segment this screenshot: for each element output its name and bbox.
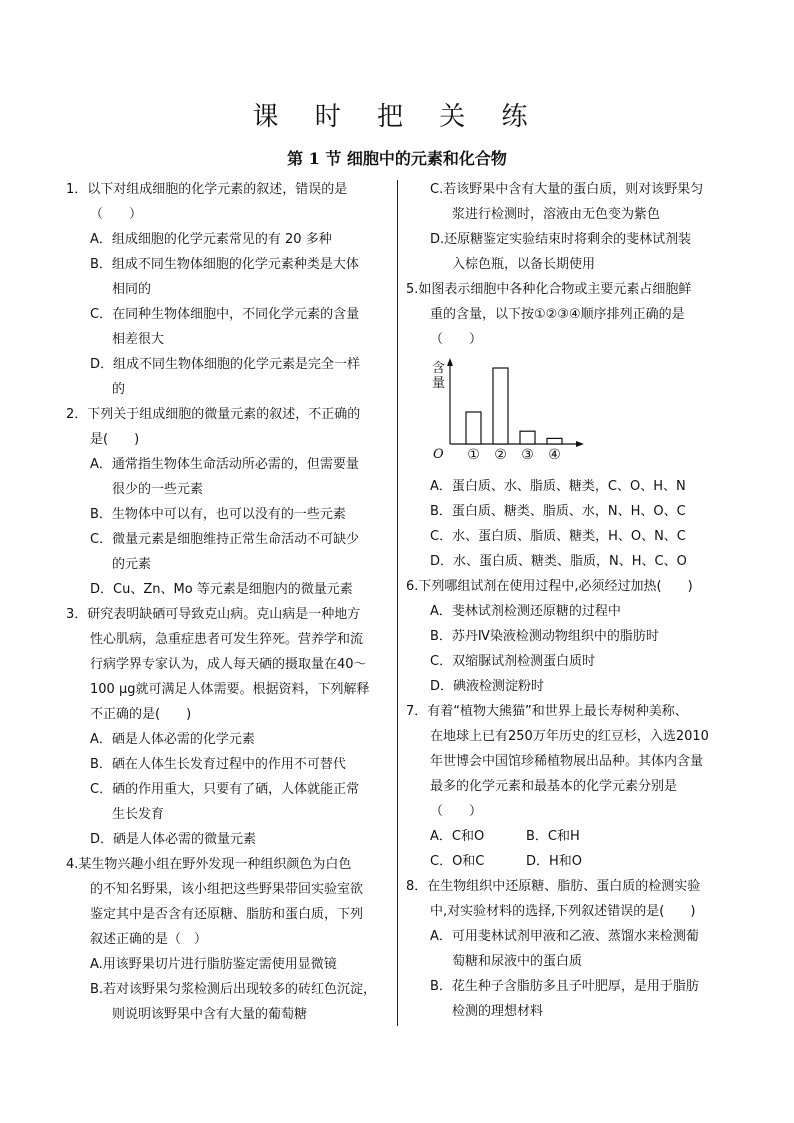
q8-option-b-cont: 检测的理想材料 [452,1004,544,1019]
q3-option-c-cont: 生长发育 [112,807,165,822]
question-5 [406,277,736,574]
q5-chart [406,352,736,474]
q7-option-b: B．C和H [526,829,580,844]
q2-option-a-cont: 很少的一些元素 [112,482,204,497]
question-4 [66,852,388,1027]
q4-stem: 4.某生物兴趣小组在野外发现一种组织颜色为白色 [66,857,352,872]
q6-option-d: D．碘液检测淀粉时 [430,679,545,694]
q3-option-a: A．硒是人体必需的化学元素 [90,732,255,747]
q3-stem-3: 行病学界专家认为，成人每天硒的摄取量在40～ [90,657,367,672]
column-divider [397,180,398,1026]
q2-option-c-cont: 的元素 [112,557,152,572]
x-tick-label: ③ [521,447,534,463]
origin-label: O [433,447,444,462]
q4-stem-3: 鉴定其中是否含有还原糖、脂肪和蛋白质，下列 [90,907,364,922]
bar-1 [466,412,481,444]
q6-option-a: A．斐林试剂检测还原糖的过程中 [430,604,621,619]
q8-option-a: A．可用斐林试剂甲液和乙液、蒸馏水来检测葡 [430,929,699,944]
right-column [406,177,736,1024]
question-1 [66,177,388,402]
question-4-cont [406,177,736,277]
q6-stem: 6.下列哪组试剂在使用过程中,必须经过加热( ) [406,579,693,594]
q3-stem-4: 100 μg就可满足人体需要。根据资料，下列解释 [90,682,370,697]
q8-stem-2: 中,对实验材料的选择,下列叙述错误的是( ) [430,904,696,919]
question-3 [66,602,388,852]
bar-2 [493,368,508,444]
q1-option-c: C．在同种生物体细胞中，不同化学元素的含量 [90,307,360,322]
x-tick-label: ④ [548,447,561,463]
q3-option-c: C．硒的作用重大，只要有了硒，人体就能正常 [90,782,360,797]
q7-option-c: C．O和C [430,854,485,869]
y-axis-label: 含量 [432,361,446,391]
q1-option-a: A．组成细胞的化学元素常见的有 20 多种 [90,232,332,247]
q5-stem: 5.如图表示细胞中各种化合物或主要元素占细胞鲜 [406,282,692,297]
q5-option-d: D．水、蛋白质、糖类、脂质，N、H、C、O [430,554,687,569]
q3-stem: 3．研究表明缺硒可导致克山病。克山病是一种地方 [66,607,361,622]
q1-bracket: （ ） [90,207,143,222]
q5-option-c: C．水、蛋白质、脂质、糖类，H、O、N、C [430,529,686,544]
q2-option-b: B．生物体中可以有，也可以没有的一些元素 [90,507,346,522]
q4-option-c: C.若该野果中含有大量的蛋白质，则对该野果匀 [430,182,704,197]
q3-stem-2: 性心肌病，急重症患者可发生猝死。营养学和流 [90,632,364,647]
q7-stem-4: 最多的化学元素和最基本的化学元素分别是 [430,779,678,794]
q8-stem: 8．在生物组织中还原糖、脂肪、蛋白质的检测实验 [406,879,701,894]
q2-option-d: D．Cu、Zn、Mo 等元素是细胞内的微量元素 [90,582,353,597]
q7-stem-2: 在地球上已有250万年历史的红豆杉，入选2010 [430,729,709,744]
q7-options-row-1 [406,824,736,849]
question-6 [406,574,736,699]
question-8 [406,874,736,1024]
q2-option-c: C．微量元素是细胞维持正常生命活动不可缺少 [90,532,360,547]
q7-option-d: D．H和O [526,854,583,869]
x-tick-label: ① [467,447,480,463]
q5-option-a: A．蛋白质、水、脂质、糖类，C、O、H、N [430,479,686,494]
question-7 [406,699,736,874]
q4-option-a: A.用该野果切片进行脂肪鉴定需使用显微镜 [90,957,337,972]
q5-option-b: B．蛋白质、糖类、脂质、水，N、H、O、C [430,504,686,519]
bar-4 [547,438,562,444]
q3-option-d: D．硒是人体必需的微量元素 [90,832,257,847]
q6-option-b: B．苏丹Ⅳ染液检测动物组织中的脂肪时 [430,629,659,644]
q1-stem: 1．以下对组成细胞的化学元素的叙述，错误的是 [66,182,348,197]
q7-stem-3: 年世博会中国馆珍稀植物展出品种。其体内含量 [430,754,704,769]
y-axis-arrow [447,358,453,366]
page-title: 课 时 把 关 练 [252,102,542,132]
q1-option-b-cont: 相同的 [112,282,152,297]
q2-stem: 2．下列关于组成细胞的微量元素的叙述，不正确的 [66,407,361,422]
q5-bracket: （ ） [430,332,483,347]
question-2 [66,402,388,602]
q7-stem: 7．有着“植物大熊猫”和世界上最长寿树种美称、 [406,704,688,719]
q4-option-c-cont: 浆进行检测时，溶液由无色变为紫色 [452,207,661,222]
q8-option-a-cont: 萄糖和尿液中的蛋白质 [452,954,583,969]
q5-stem-2: 重的含量，以下按①②③④顺序排列正确的是 [430,307,685,322]
q3-option-b: B．硒在人体生长发育过程中的作用不可替代 [90,757,346,772]
q7-bracket: （ ） [430,804,483,819]
q6-option-c: C．双缩脲试剂检测蛋白质时 [430,654,596,669]
q4-stem-2: 的不知名野果，该小组把这些野果带回实验室欲 [90,882,364,897]
q4-option-d-cont: 入棕色瓶，以备长期使用 [452,257,596,272]
q7-options-row-2 [406,849,736,874]
q2-stem-cont: 是( ) [90,432,140,447]
left-column [66,177,388,1027]
q1-option-d-cont: 的 [112,382,126,397]
q7-option-a: A．C和O [430,829,485,844]
q4-stem-4: 叙述正确的是（ ） [90,932,208,947]
q2-option-a: A．通常指生物体生命活动所必需的，但需要量 [90,457,359,472]
bar-3 [520,431,535,444]
bar-chart [430,352,590,472]
q1-option-c-cont: 相差很大 [112,332,165,347]
x-axis-arrow [576,441,584,447]
q4-option-b-cont: 则说明该野果中含有大量的葡萄糖 [112,1007,308,1022]
q3-stem-5: 不正确的是( ) [90,707,192,722]
x-tick-label: ② [494,447,507,463]
q8-option-b: B．花生种子含脂肪多且子叶肥厚，是用于脂肪 [430,979,699,994]
section-title: 第 1 节 细胞中的元素和化合物 [287,149,507,168]
q4-option-b: B.若对该野果匀浆检测后出现较多的砖红色沉淀， [90,982,377,997]
q1-option-d: D．组成不同生物体细胞的化学元素是完全一样 [90,357,361,372]
q4-option-d: D.还原糖鉴定实验结束时将剩余的斐林试剂装 [430,232,692,247]
q1-option-b: B．组成不同生物体细胞的化学元素种类是大体 [90,257,359,272]
